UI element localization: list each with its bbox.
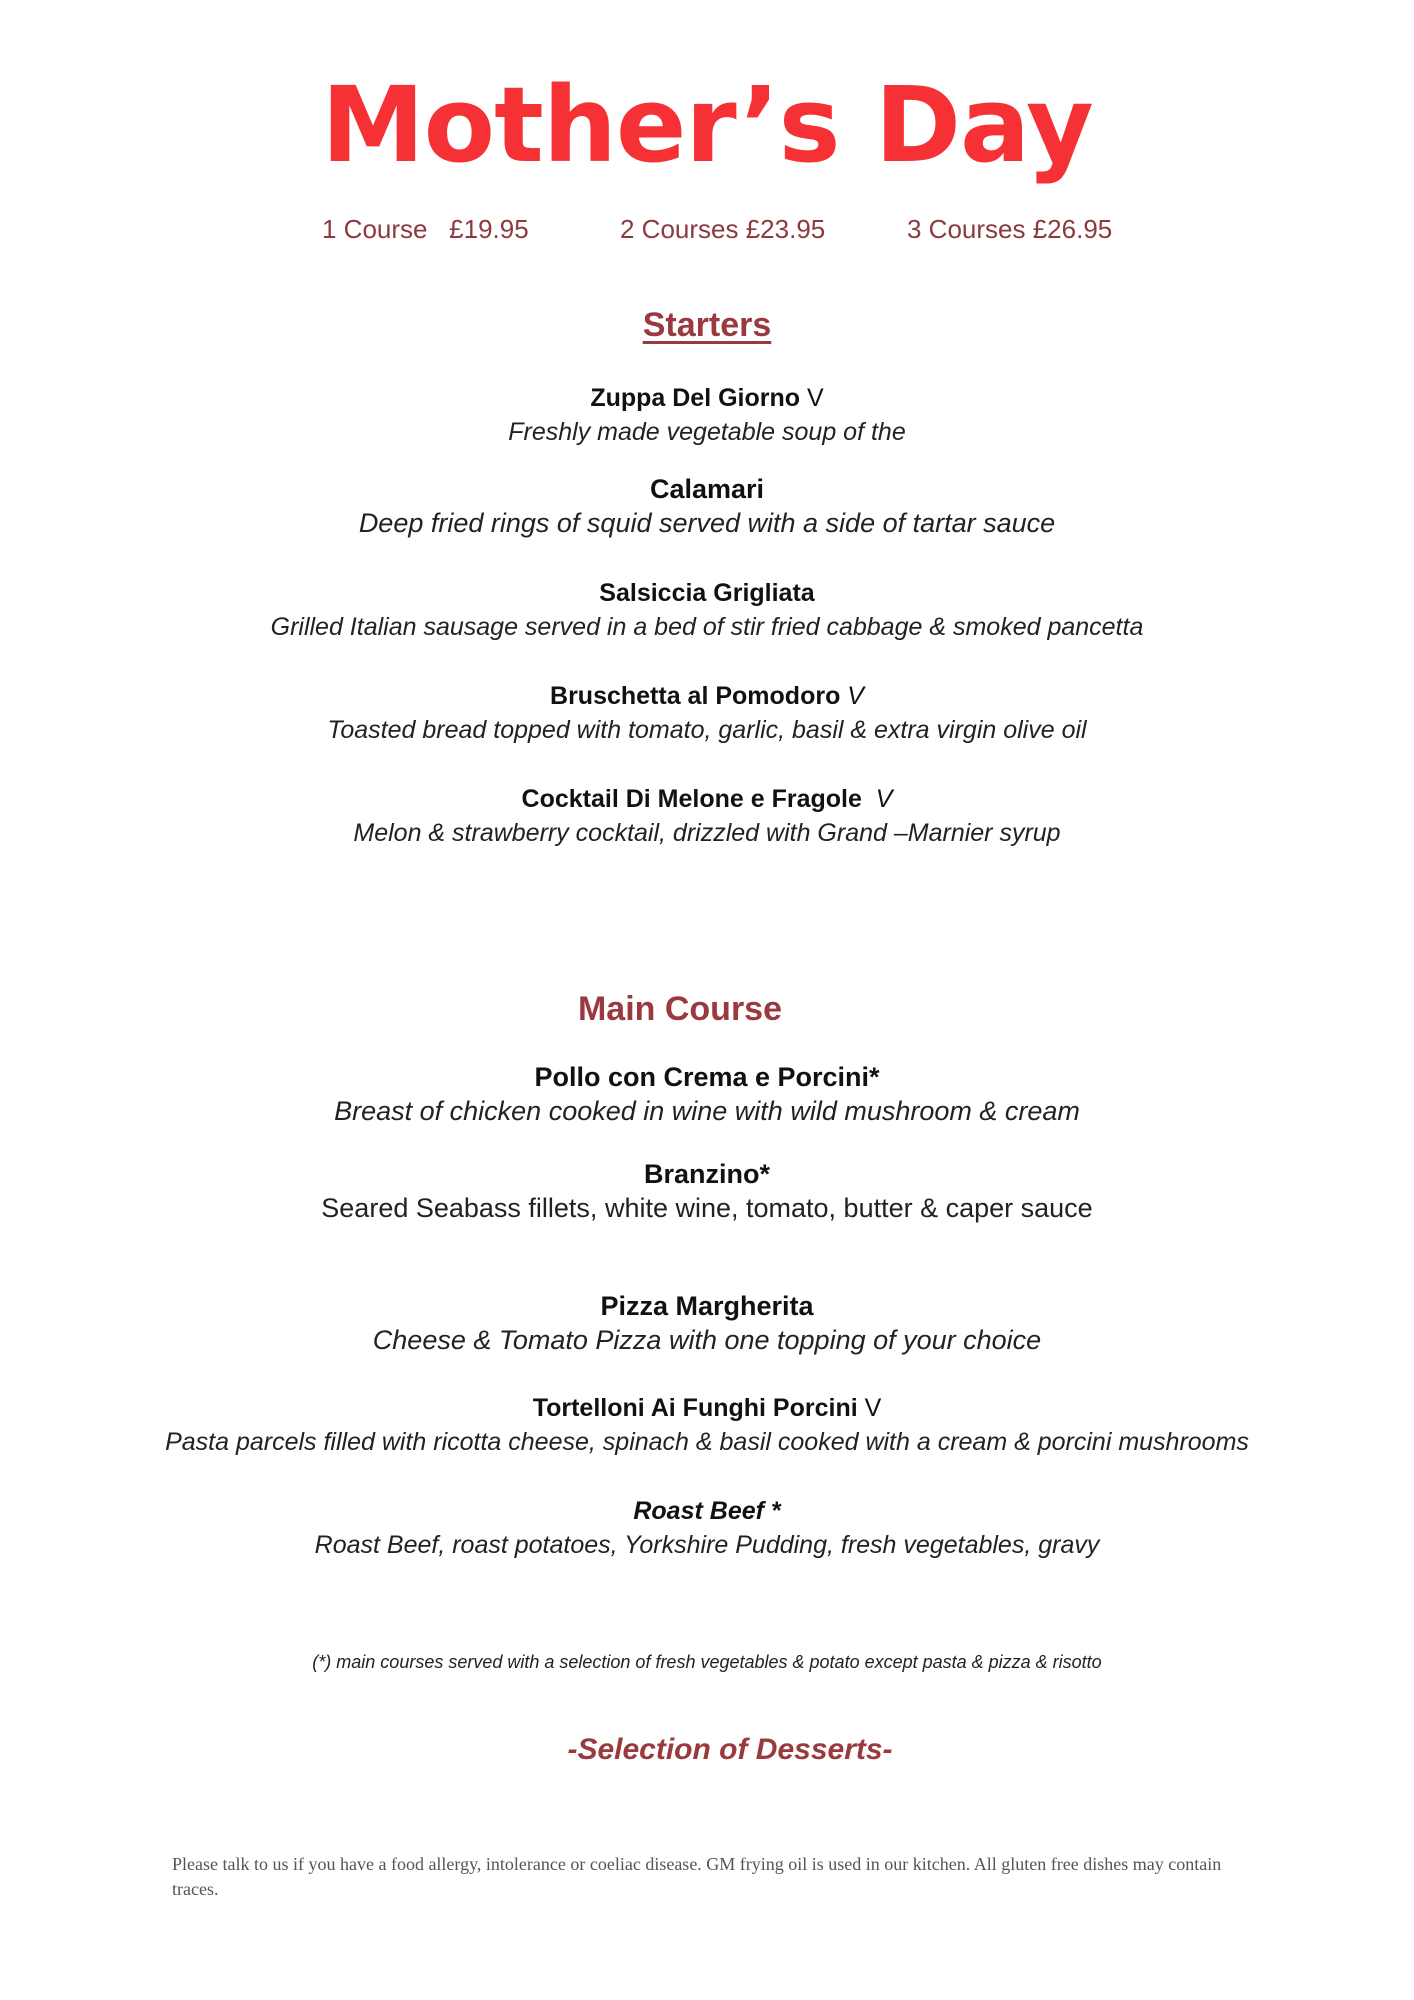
starter-item: [0, 782, 1414, 850]
dish-description: Grilled Italian sausage served in a bed of stir fried cabbage & smoked pancetta: [270, 613, 1144, 641]
main-item: [0, 1289, 1414, 1357]
starter-item: [0, 576, 1414, 644]
dish-name: Zuppa Del Giorno: [590, 384, 801, 412]
vegetarian-mark: V: [864, 1394, 882, 1422]
dish-description: Breast of chicken cooked in wine with wild mushroom & cream: [334, 1096, 1080, 1126]
price-three-courses: 3 Courses £26.95: [907, 214, 1113, 244]
dish-description: Roast Beef, roast potatoes, Yorkshire Pudding, fresh vegetables, gravy: [314, 1531, 1100, 1559]
starters-heading: Starters: [642, 306, 772, 344]
dish-description: Pasta parcels filled with ricotta cheese, spinach & basil cooked with a cream & porcini mushrooms: [165, 1428, 1249, 1456]
dish-description: Deep fried rings of squid served with a side of tartar sauce: [358, 508, 1056, 538]
allergy-disclaimer: Please talk to us if you have a food allergy, intolerance or coeliac disease. GM frying oil is used in our kitchen. All gluten free dishes may contain traces.: [172, 1854, 1222, 1899]
page-title: Mother’s Day: [321, 64, 1093, 186]
main-item: [0, 1391, 1414, 1459]
dish-name: Roast Beef *: [633, 1497, 781, 1525]
starter-item: [0, 472, 1414, 540]
desserts-heading: -Selection of Desserts-: [567, 1733, 893, 1766]
dish-name: Salsiccia Grigliata: [599, 579, 815, 607]
main-item: [0, 1494, 1414, 1562]
main-item: [0, 1060, 1414, 1128]
starter-item: [0, 381, 1414, 449]
vegetarian-mark: V: [847, 682, 864, 710]
dish-name: Calamari: [649, 474, 765, 504]
starter-item: [0, 679, 1414, 747]
dish-description: Melon & strawberry cocktail, drizzled with Grand –Marnier syrup: [353, 819, 1061, 847]
dish-name: Tortelloni Ai Funghi Porcini: [532, 1394, 858, 1422]
dish-name: Branzino*: [643, 1159, 770, 1189]
dish-description: Toasted bread topped with tomato, garlic, basil & extra virgin olive oil: [327, 716, 1087, 744]
price-two-courses: 2 Courses £23.95: [620, 214, 826, 244]
vegetarian-mark: V: [806, 384, 824, 412]
main-course-note: (*) main courses served with a selection of fresh vegetables & potato except pasta & pizza & risotto: [312, 1652, 1102, 1672]
main-item: [0, 1157, 1414, 1225]
dish-name: Bruschetta al Pomodoro: [550, 682, 841, 710]
dish-name: Pizza Margherita: [600, 1291, 814, 1321]
vegetarian-mark: V: [875, 785, 893, 813]
main-course-heading: Main Course: [577, 990, 783, 1028]
dish-description: Cheese & Tomato Pizza with one topping of your choice: [372, 1325, 1042, 1355]
dish-name: Cocktail Di Melone e Fragole: [521, 785, 862, 813]
price-one-course: 1 Course £19.95: [322, 214, 529, 244]
dish-description: Seared Seabass fillets, white wine, tomato, butter & caper sauce: [321, 1193, 1093, 1223]
dish-description: Freshly made vegetable soup of the: [508, 418, 906, 446]
dish-name: Pollo con Crema e Porcini*: [534, 1062, 880, 1092]
